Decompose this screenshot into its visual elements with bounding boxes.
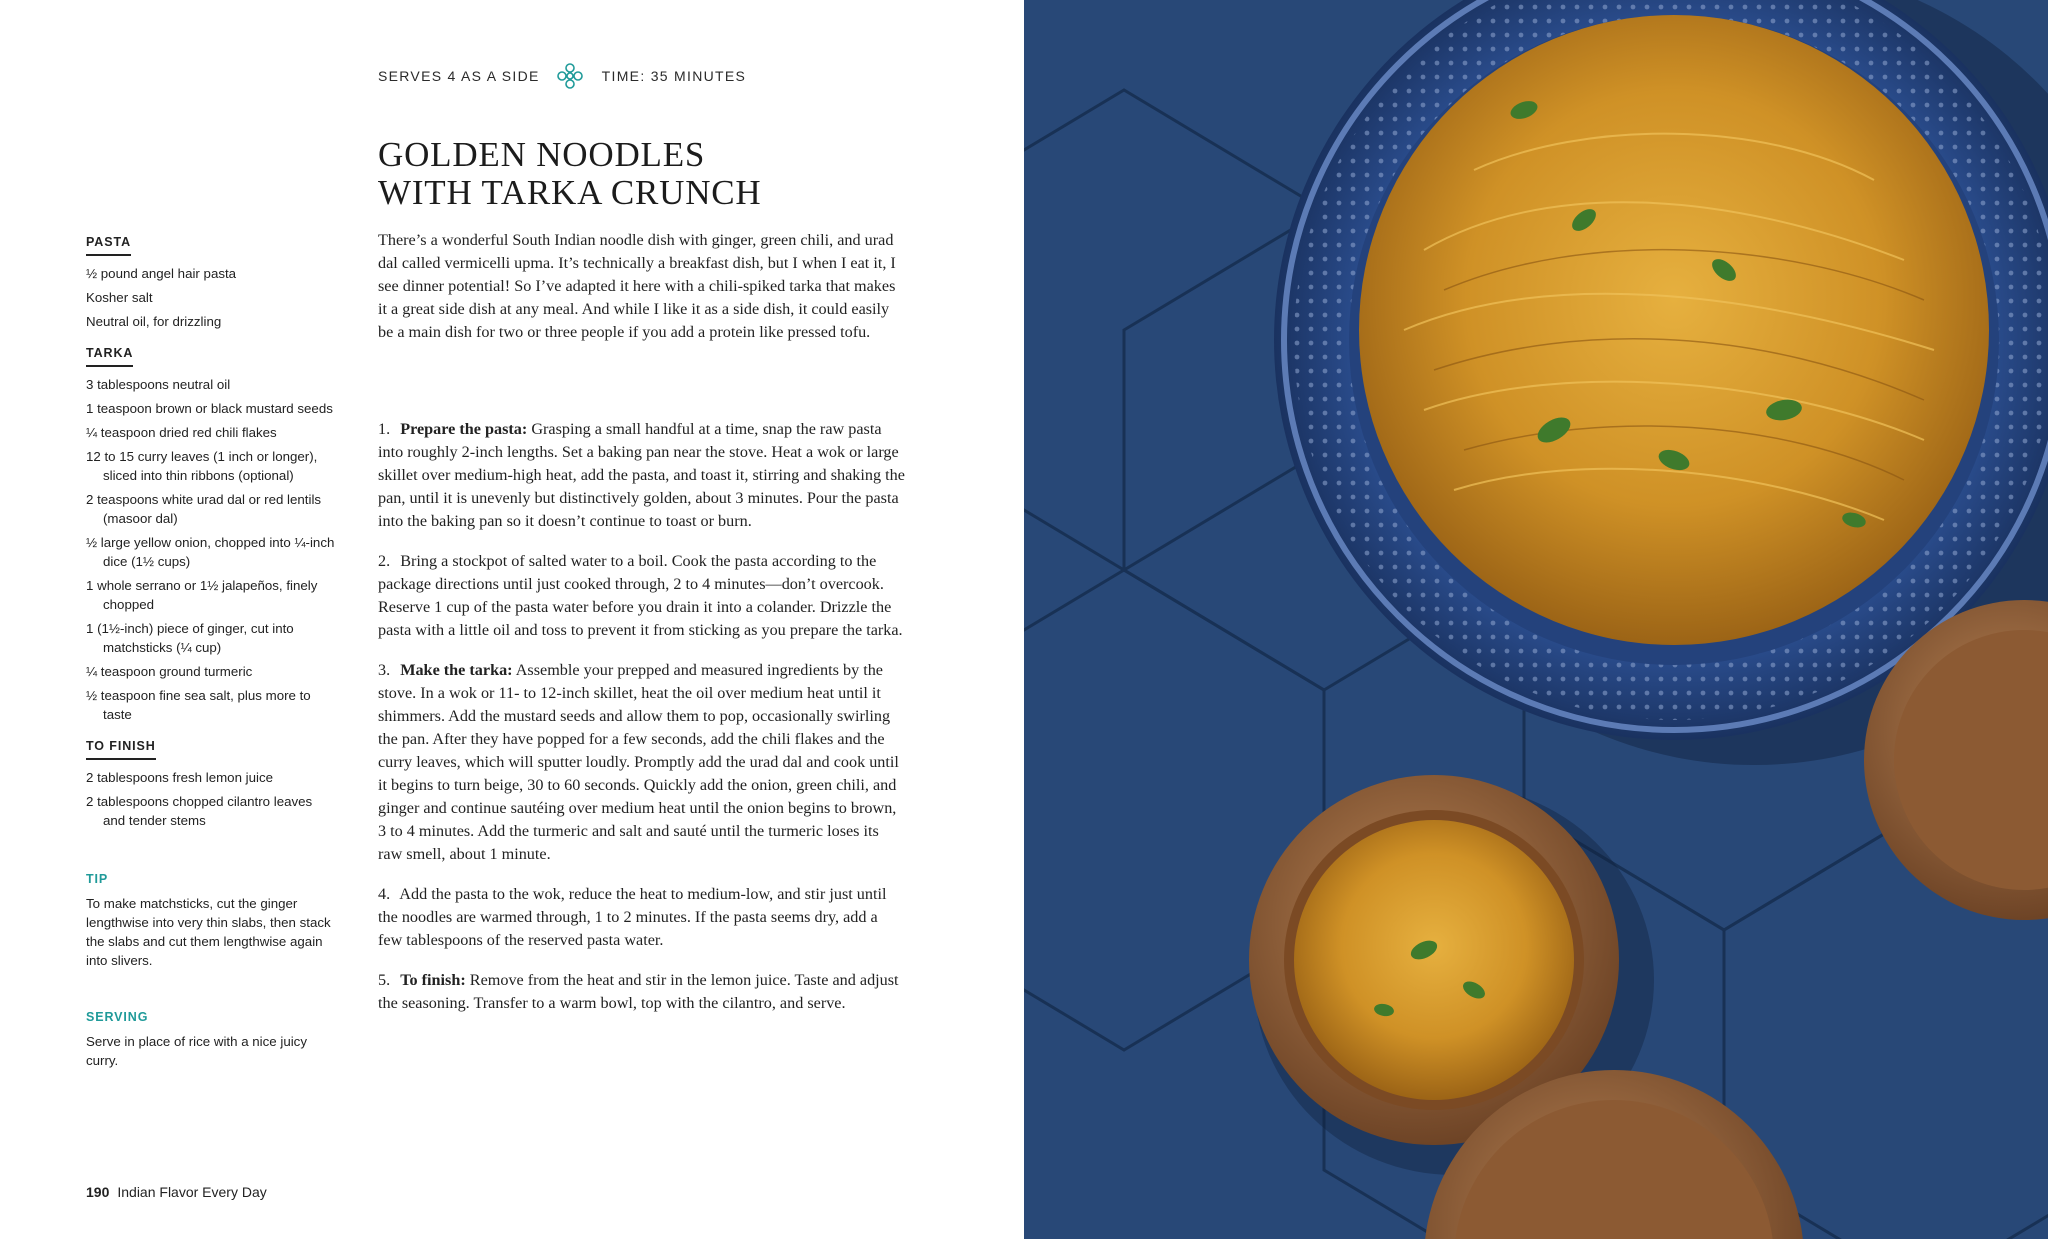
title-line-2: WITH TARKA CRUNCH [378, 173, 762, 212]
recipe-title [378, 136, 762, 212]
page-number: 190 [86, 1184, 110, 1200]
step-title: To finish: [400, 971, 466, 989]
time-label: TIME: 35 MINUTES [601, 68, 747, 84]
ingredient-item: ½ large yellow onion, chopped into ¼-inch dice (1½ cups) [86, 535, 335, 569]
ingredient-item: 1 teaspoon brown or black mustard seeds [86, 401, 333, 416]
step-2 [378, 550, 906, 642]
ingredient-item: 1 whole serrano or 1½ jalapeños, finely chopped [86, 578, 318, 612]
food-photo [1024, 0, 2048, 1239]
step-title: Prepare the pasta: [400, 420, 528, 438]
flower-icon [556, 62, 584, 90]
step-number: 1. [378, 420, 391, 438]
step-text: Assemble your prepped and measured ingredients by the stove. In a wok or 11- to 12-inch skillet, heat the oil over medium heat until it shimmers. Add the mustard seeds and allow them to pop, occasionally swirling the pan. After they have popped for a few seconds, add the chili flakes and the curry leaves, which will sputter loudly. Promptly add the urad dal and cook until it begins to turn beige, 30 to 60 seconds. Quickly add the onion, green chili, and ginger and continue sautéing over medium heat until the onion begins to brown, 3 to 4 minutes. Add the turmeric and salt and sauté until the turmeric loses its raw smell, about 1 minute. [378, 661, 899, 863]
ingredient-list-finish [86, 768, 336, 830]
page-footer [86, 1184, 267, 1200]
serving-heading: SERVING [86, 1010, 149, 1024]
ingredient-item: 2 tablespoons chopped cilantro leaves and tender stems [86, 794, 313, 828]
section-heading-pasta: PASTA [86, 233, 131, 256]
ingredient-item: ½ teaspoon fine sea salt, plus more to taste [86, 688, 311, 722]
step-5 [378, 969, 906, 1015]
step-number: 3. [378, 661, 391, 679]
ingredient-item: Kosher salt [86, 290, 153, 305]
step-text: Grasping a small handful at a time, snap the raw pasta into roughly 2-inch lengths. Set a baking pan near the stove. Heat a wok or large skillet over medium-high heat, add the pasta, and toast it, stirring and shaking the pan, until it is unevenly but distinctively golden, about 3 minutes. Pour the pasta into the baking pan so it doesn’t continue to toast or burn. [378, 420, 905, 530]
ingredients-sidebar [86, 232, 336, 1070]
tip-text: To make matchsticks, cut the ginger lengthwise into very thin slabs, then stack the slabs and cut them lengthwise again into slivers. [86, 896, 331, 968]
tip-heading: TIP [86, 872, 109, 886]
ingredient-item: 1 (1½-inch) piece of ginger, cut into matchsticks (¼ cup) [86, 621, 294, 655]
step-number: 5. [378, 971, 391, 989]
section-heading-tarka: TARKA [86, 344, 133, 367]
ingredient-list-tarka [86, 375, 336, 724]
step-text: Bring a stockpot of salted water to a boil. Cook the pasta according to the package directions until just cooked through, 2 to 4 minutes—don’t overcook. Reserve 1 cup of the pasta water before you drain it into a colander. Drizzle the pasta with a little oil and toss to prevent it from sticking as you prepare the tarka. [378, 552, 903, 639]
title-line-1: GOLDEN NOODLES [378, 135, 706, 174]
step-4 [378, 883, 906, 952]
recipe-meta [378, 62, 746, 90]
ingredient-item: Neutral oil, for drizzling [86, 314, 222, 329]
ingredient-item: ¼ teaspoon ground turmeric [86, 664, 253, 679]
step-1 [378, 418, 906, 533]
ingredient-item: 2 tablespoons fresh lemon juice [86, 770, 274, 785]
ingredient-item: 2 teaspoons white urad dal or red lentils (masoor dal) [86, 492, 322, 526]
method-steps [378, 418, 906, 1032]
step-3 [378, 659, 906, 866]
step-text: Remove from the heat and stir in the lemon juice. Taste and adjust the seasoning. Transfer to a warm bowl, top with the cilantro, and serve. [378, 971, 899, 1012]
step-title: Make the tarka: [400, 661, 513, 679]
food-photo-page [1024, 0, 2048, 1239]
ingredient-list-pasta [86, 264, 336, 331]
ingredient-item: 12 to 15 curry leaves (1 inch or longer), sliced into thin ribbons (optional) [86, 449, 318, 483]
ingredient-item: ¼ teaspoon dried red chili flakes [86, 425, 277, 440]
ingredient-item: 3 tablespoons neutral oil [86, 377, 231, 392]
step-text: Add the pasta to the wok, reduce the heat to medium-low, and stir just until the noodles are warmed through, 1 to 2 minutes. If the pasta seems dry, add a few tablespoons of the reserved pasta water. [378, 885, 887, 949]
serving-text: Serve in place of rice with a nice juicy curry. [86, 1034, 307, 1068]
ingredient-item: ½ pound angel hair pasta [86, 266, 237, 281]
step-number: 4. [378, 885, 391, 903]
step-number: 2. [378, 552, 391, 570]
serves-label: SERVES 4 AS A SIDE [378, 68, 540, 84]
section-heading-finish: TO FINISH [86, 737, 156, 760]
recipe-intro: There’s a wonderful South Indian noodle dish with ginger, green chili, and urad dal called vermicelli upma. It’s technically a breakfast dish, but I when I eat it, I see dinner potential! So I’ve adapted it here with a chili-spiked tarka that makes it a great side dish at any meal. And while I like it as a side dish, it could easily be a main dish for two or three people if you add a protein like pressed tofu. [378, 231, 896, 341]
book-title: Indian Flavor Every Day [117, 1184, 267, 1200]
